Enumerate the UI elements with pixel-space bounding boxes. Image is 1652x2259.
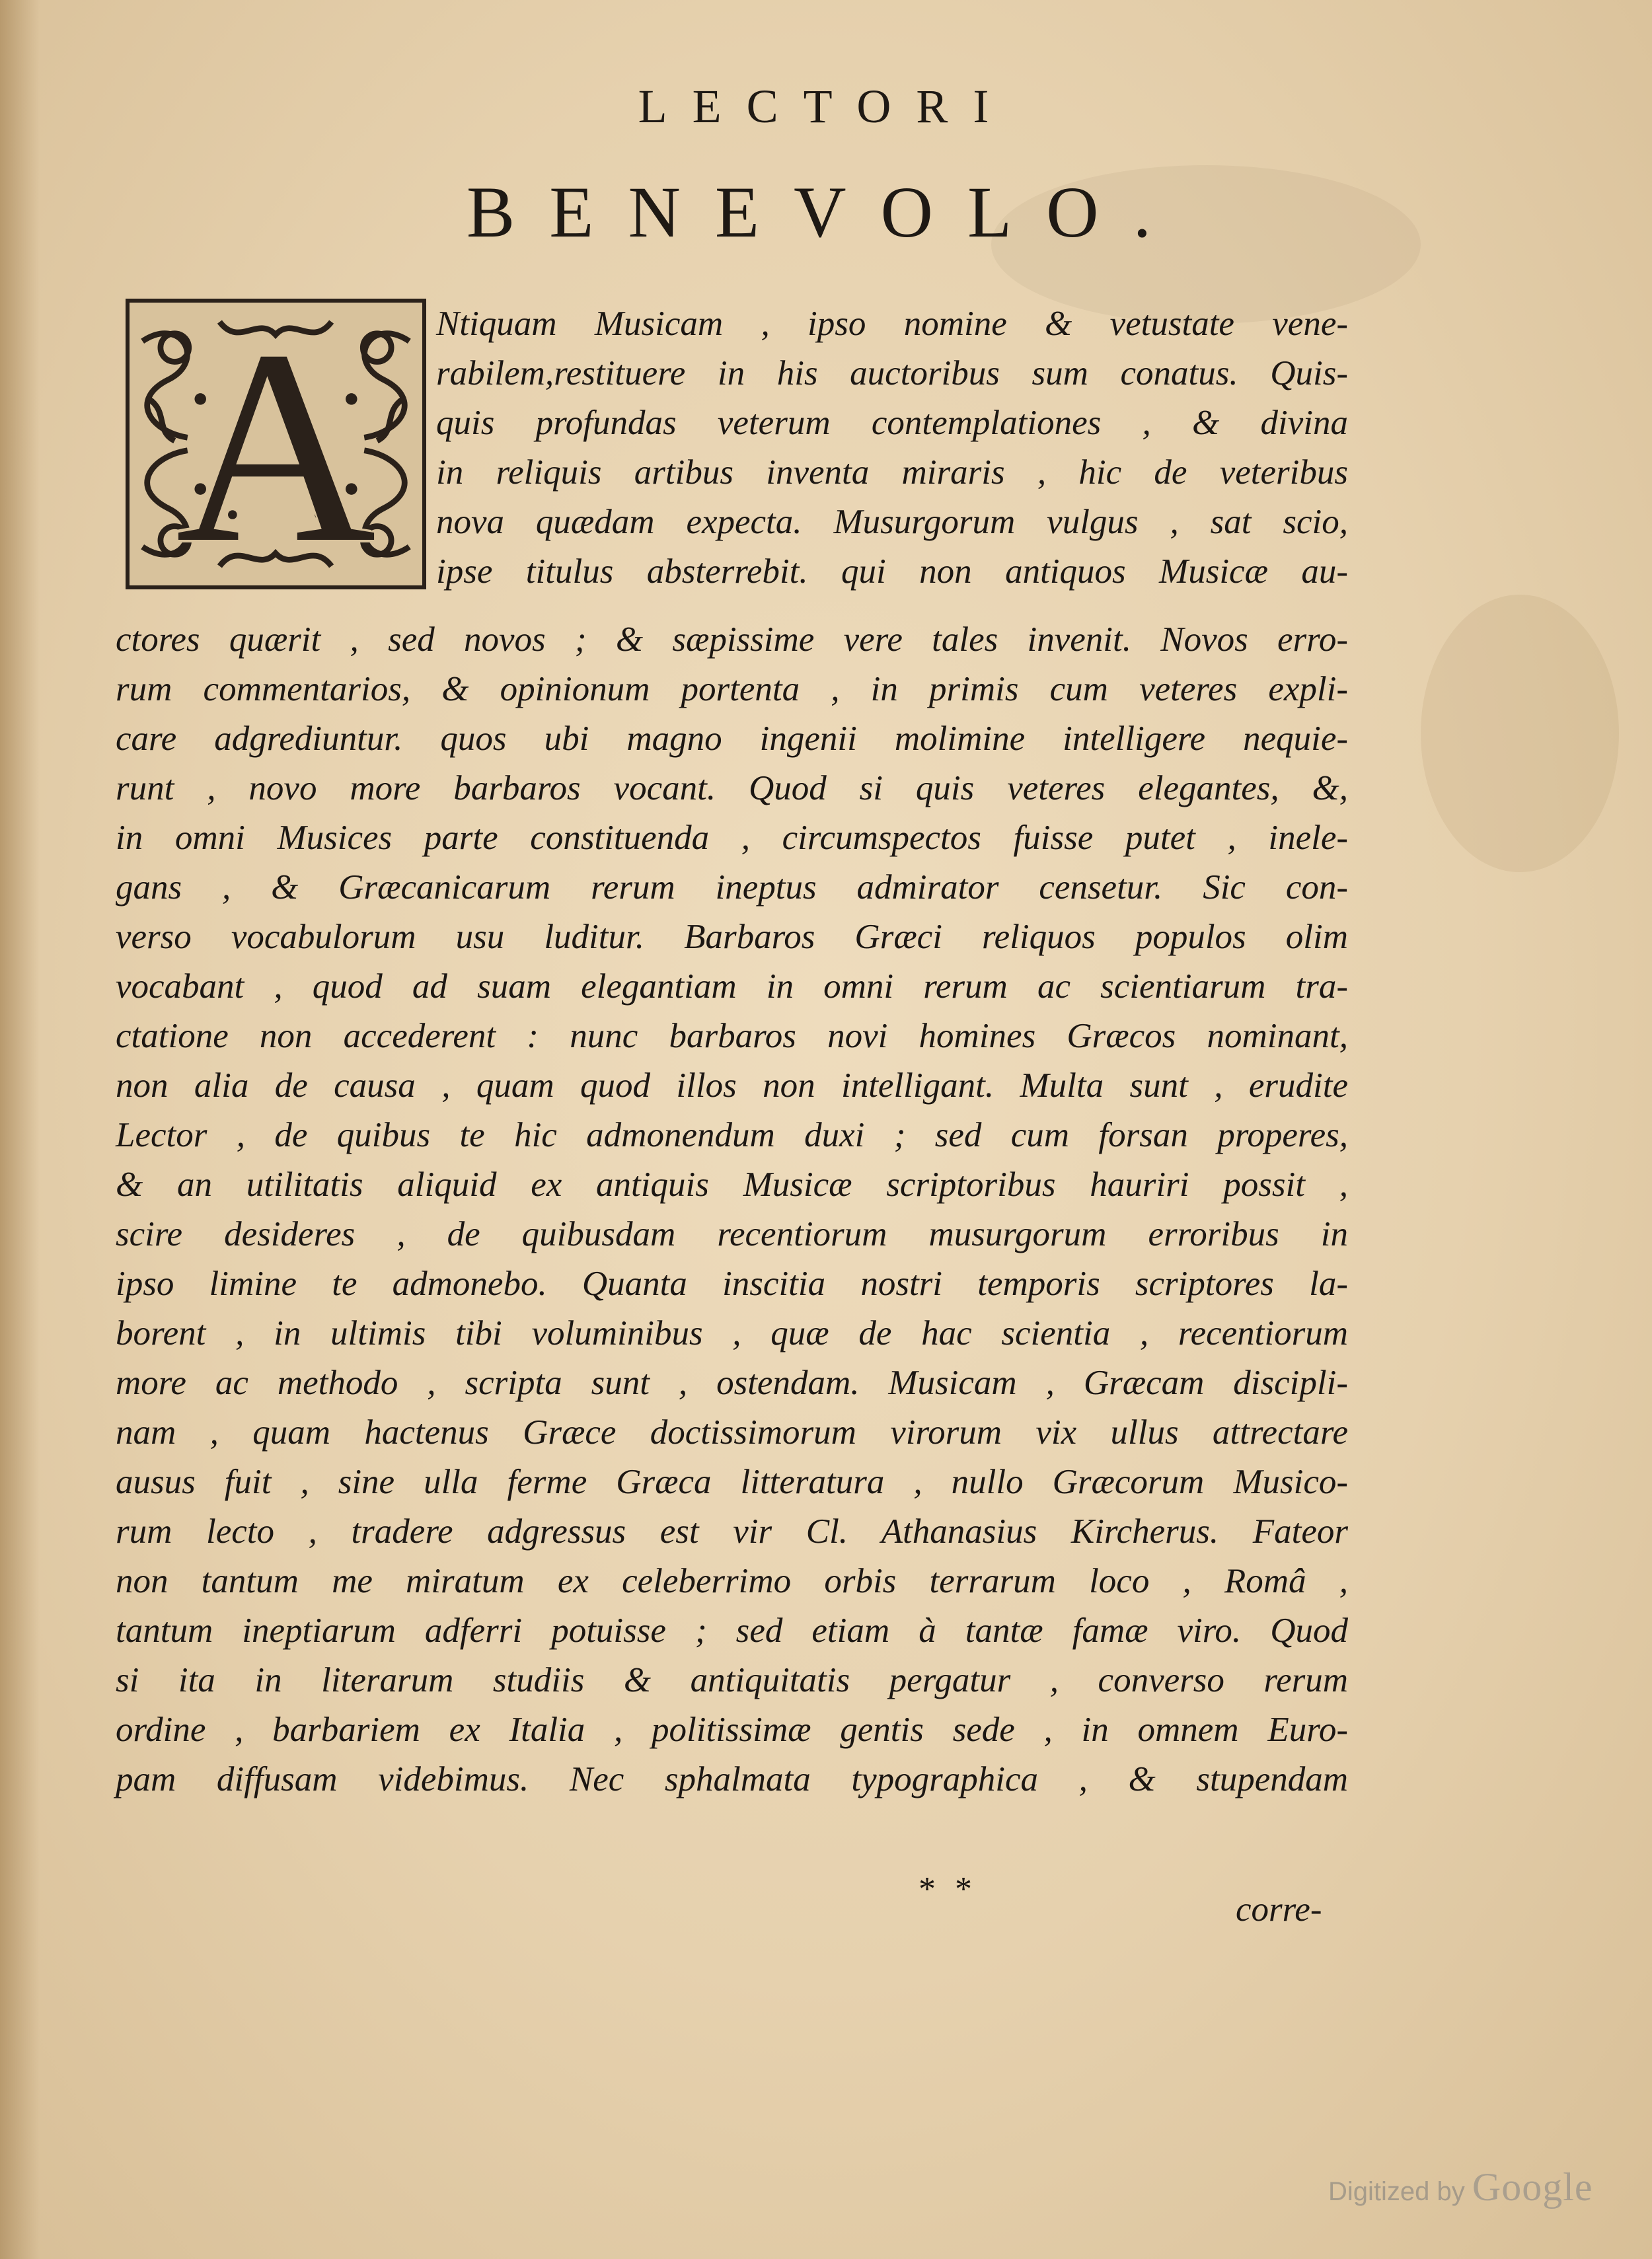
catchword: corre- [1236, 1890, 1322, 1929]
heading-benevolo: BENEVOLO. [466, 172, 1186, 252]
text-line: borent , in ultimis tibi voluminibus , quæ de hac scientia , recentiorum [116, 1314, 1348, 1352]
drop-cap-letter: A [175, 299, 377, 589]
text-line: gans , & Græcanicarum rerum ineptus admirator censetur. Sic con- [116, 868, 1348, 907]
text-line: ordine , barbariem ex Italia , politissimæ gentis sede , in omnem Euro- [116, 1711, 1348, 1749]
paper-stain [1421, 595, 1619, 872]
text-line: ipso limine te admonebo. Quanta inscitia nostri temporis scriptores la- [116, 1265, 1348, 1303]
text-line: runt , novo more barbaros vocant. Quod si quis veteres elegantes, &, [116, 769, 1348, 807]
google-logo-icon: Google [1472, 2165, 1593, 2209]
text-line: ausus fuit , sine ulla ferme Græca litteratura , nullo Græcorum Musico- [116, 1463, 1348, 1501]
text-line: vocabant , quod ad suam elegantiam in omni rerum ac scientiarum tra- [116, 967, 1348, 1006]
digitization-watermark [1328, 2165, 1593, 2210]
text-line: non alia de causa , quam quod illos non intelligant. Multa sunt , erudite [116, 1066, 1348, 1105]
text-line: Lector , de quibus te hic admonendum duxi ; sed cum forsan properes, [116, 1116, 1348, 1154]
text-line: ctores quærit , sed novos ; & sæpissime vere tales invenit. Novos erro- [116, 620, 1348, 659]
text-line: rum commentarios, & opinionum portenta , in primis cum veteres expli- [116, 670, 1348, 708]
text-line: pam diffusam videbimus. Nec sphalmata typographica , & stupendam [116, 1760, 1348, 1798]
text-line: quis profundas veterum contemplationes , & divina [436, 404, 1348, 442]
text-line: verso vocabulorum usu luditur. Barbaros Græci reliquos populos olim [116, 918, 1348, 956]
text-line: in omni Musices parte constituenda , circumspectos fuisse putet , inele- [116, 819, 1348, 857]
text-line: nova quædam expecta. Musurgorum vulgus , sat scio, [436, 503, 1348, 541]
text-line: ctatione non accederent : nunc barbaros novi homines Græcos nominant, [116, 1017, 1348, 1055]
text-line: nam , quam hactenus Græce doctissimorum virorum vix ullus attrectare [116, 1413, 1348, 1452]
ornamental-initial-a-icon [126, 299, 426, 589]
text-line: non tantum me miratum ex celeberrimo orbis terrarum loco , Româ , [116, 1562, 1348, 1600]
text-line: & an utilitatis aliquid ex antiquis Musicæ scriptoribus hauriri possit , [116, 1166, 1348, 1204]
text-line: tantum ineptiarum adferri potuisse ; sed etiam à tantæ famæ viro. Quod [116, 1611, 1348, 1650]
binding-gutter [0, 0, 40, 2259]
text-line: in reliquis artibus inventa miraris , hic de veteribus [436, 453, 1348, 492]
text-line: ipse titulus absterrebit. qui non antiquos Musicæ au- [436, 552, 1348, 591]
text-line: scire desideres , de quibusdam recentiorum musurgorum erroribus in [116, 1215, 1348, 1253]
heading-lectori: LECTORI [638, 80, 1014, 133]
signature-mark: * * [919, 1870, 977, 1908]
text-line: care adgrediuntur. quos ubi magno ingenii molimine intelligere nequie- [116, 720, 1348, 758]
text-line: rum lecto , tradere adgressus est vir Cl. Athanasius Kircherus. Fateor [116, 1512, 1348, 1551]
text-line: more ac methodo , scripta sunt , ostendam. Musicam , Græcam discipli- [116, 1364, 1348, 1402]
watermark-prefix: Digitized by [1328, 2177, 1465, 2206]
text-line: Ntiquam Musicam , ipso nomine & vetustate vene- [436, 305, 1348, 343]
text-line: si ita in literarum studiis & antiquitatis pergatur , converso rerum [116, 1661, 1348, 1699]
text-line: rabilem,restituere in his auctoribus sum conatus. Quis- [436, 354, 1348, 392]
